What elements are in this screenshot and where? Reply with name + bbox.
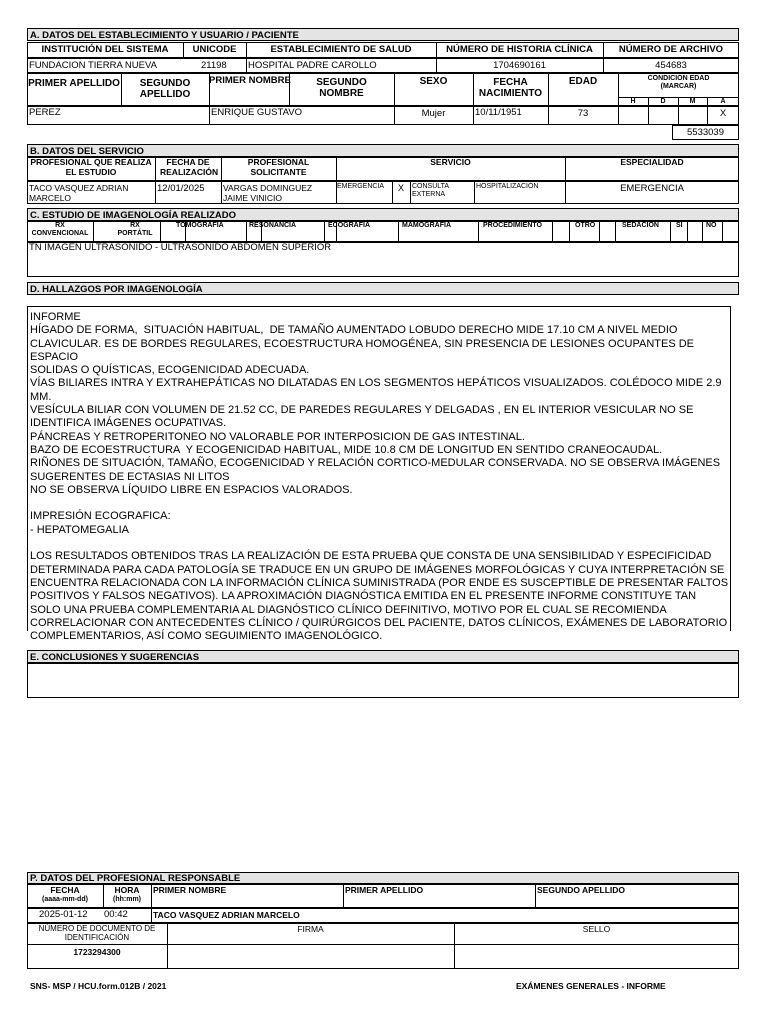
servicio-emergencia-label: EMERGENCIA — [337, 183, 385, 190]
historia-value: 1704690161 — [493, 60, 546, 71]
section-p-title: P. DATOS DEL PROFESIONAL RESPONSABLE — [27, 872, 739, 884]
condicion-mark: X — [719, 108, 727, 119]
patient-value-row — [27, 106, 739, 125]
segundo-apellido-header: SEGUNDO APELLIDO — [139, 78, 191, 100]
hora-format: (hh:mm) — [113, 896, 141, 903]
sedacion-header: SEDACIÓN — [622, 222, 659, 229]
sedacion-no-header: NO — [706, 222, 717, 229]
p-fecha-value: 2025-01-12 — [39, 909, 88, 920]
condicion-h: H — [630, 98, 636, 105]
servicio-emergencia-mark: X — [397, 183, 404, 193]
fecha-realizacion-value: 12/01/2025 — [157, 183, 205, 194]
section-e-title: E. CONCLUSIONES Y SUGERENCIAS — [27, 650, 739, 663]
sexo-header: SEXO — [419, 76, 448, 87]
servicio-header: SERVICIO — [430, 157, 471, 167]
servicio-hospitalizacion-label: HOSPITALIZACIÓN — [476, 183, 539, 190]
section-a-title: A. DATOS DEL ESTABLECIMIENTO Y USUARIO / PACIENTE — [27, 28, 739, 41]
estudio-value: TN IMAGEN ULTRASONIDO - ULTRASONIDO ABDOMEN SUPERIOR — [29, 242, 332, 253]
profesional-header: PROFESIONAL QUE REALIZA EL ESTUDIO — [30, 157, 152, 177]
unicode-header: UNICODE — [192, 44, 237, 55]
historia-header: NÚMERO DE HISTORIA CLÍNICA — [446, 44, 593, 55]
p-primer-apellido-header: PRIMER APELLIDO — [345, 885, 424, 895]
establecimiento-header: ESTABLECIMIENTO DE SALUD — [270, 44, 412, 55]
section-c-title: C. ESTUDIO DE IMAGENOLOGÍA REALIZADO — [27, 208, 739, 221]
extra-number: 5533039 — [687, 127, 724, 138]
p-primer-nombre-header: PRIMER NOMBRE — [153, 885, 227, 895]
condicion-edad-header: CONDICIÓN EDAD (MARCAR) — [647, 75, 710, 90]
servicio-consulta-label: CONSULTA EXTERNA — [412, 183, 449, 198]
condicion-d: D — [660, 98, 666, 105]
fecha-nacimiento-value: 10/11/1951 — [475, 107, 522, 118]
primer-apellido-value: PEREZ — [29, 107, 61, 118]
especialidad-header: ESPECIALIDAD — [620, 157, 684, 167]
institucion-value: FUNDACION TIERRA NUEVA — [29, 60, 157, 71]
p-hora-value: 00:42 — [104, 909, 128, 920]
profesional-value: TACO VASQUEZ ADRIAN MARCELO — [29, 183, 129, 203]
fecha-realizacion-header: FECHA DE REALIZACIÓN — [160, 157, 219, 177]
solicitante-header: PROFESIONAL SOLICITANTE — [247, 157, 310, 177]
ecografia-header: ECOGRAFÍA — [328, 222, 370, 229]
condicion-a: A — [720, 98, 726, 105]
unicode-value: 21198 — [201, 60, 227, 71]
sello-header: SELLO — [582, 924, 611, 934]
sedacion-si-header: SI — [676, 222, 683, 229]
fecha-format: (aaaa-mm-dd) — [42, 896, 88, 903]
documento-value: 1723294300 — [73, 947, 121, 957]
sexo-value: Mujer — [421, 108, 446, 119]
fecha-nacimiento-header: FECHA NACIMIENTO — [478, 77, 543, 99]
p-nombre-value: TACO VASQUEZ ADRIAN MARCELO — [153, 910, 300, 920]
hora-header: HORA — [114, 885, 140, 895]
edad-value: 73 — [577, 108, 589, 119]
firma-header: FIRMA — [297, 924, 324, 934]
primer-apellido-header: PRIMER APELLIDO — [28, 78, 120, 89]
procedimiento-header: PROCEDIMIENTO — [483, 222, 542, 229]
footer-form-code: SNS- MSP / HCU.form.012B / 2021 — [30, 981, 167, 991]
documento-header: NÚMERO DE DOCUMENTO DE IDENTIFICACIÓN — [38, 924, 156, 942]
mamografia-header: MAMOGRAFÍA — [402, 222, 451, 229]
condicion-m: M — [689, 98, 696, 105]
solicitante-value: VARGAS DOMINGUEZ JAIME VINICIO — [223, 183, 313, 203]
section-p-value-row — [27, 908, 739, 923]
archivo-header: NÚMERO DE ARCHIVO — [618, 44, 724, 55]
segundo-nombre-header: SEGUNDO NOMBRE — [316, 77, 367, 99]
rx-convencional-header: RX CONVENCIONAL — [31, 222, 89, 237]
archivo-value: 454683 — [655, 60, 687, 71]
conclusiones-box — [27, 663, 739, 698]
p-segundo-apellido-header: SEGUNDO APELLIDO — [537, 885, 625, 895]
nombres-value: ENRIQUE GUSTAVO — [211, 107, 302, 118]
footer-form-title: EXÁMENES GENERALES - INFORME — [516, 981, 666, 991]
establecimiento-value: HOSPITAL PADRE CAROLLO — [248, 60, 377, 71]
tomografia-header: TOMOGRAFÍA — [176, 222, 224, 229]
report-text: INFORME HÍGADO DE FORMA, SITUACIÓN HABITUAL, DE TAMAÑO AUMENTADO LOBUDO DERECHO MIDE 17.10 CM A NIVEL MEDIO CLAVICULAR. ES DE BORDES REGULARES, ECOESTRUCTURA HOMOGÉNEA, SIN PRESENCIA DE LESIONES OCUPANTES DE ESPACIO SOLIDAS O QUÍSTICAS, ECOGENICIDAD ADECUADA. VÍAS BILIARES INTRA Y EXTRAHEPÁTICAS NO DILATADAS EN LOS SEGMENTOS HEPÁTICOS VISUALIZADOS. COLÉDOCO MIDE 2.9 MM. VESÍCULA BILIAR CON VOLUMEN DE 21.52 CC, DE PAREDES REGULARES Y DELGADAS , EN EL INTERIOR VESICULAR NO SE IDENTIFICA IMÁGENES OCUPATIVAS. PÁNCREAS Y RETROPERITONEO NO VALORABLE POR INTERPOSICION DE GAS INTESTINAL. BAZO DE ECOESTRUCTURA Y ECOGENICIDAD HABITUAL, MIDE 10.8 CM DE LONGITUD EN SENTIDO CRANEOCAUDAL. RIÑONES DE SITUACIÓN, TAMAÑO, ECOGENICIDAD Y RELACIÓN CORTICO-MEDULAR CONSERVADA. NO SE OBSERVA IMÁGENES SUGERENTES DE ECTASIAS NI LITOS NO SE OBSERVA LÍQUIDO LIBRE EN ESPACIOS VALORADOS. IMPRESIÓN ECOGRAFICA: - HEPATOMEGALIA LOS RESULTADOS OBTENIDOS TRAS LA REALIZACIÓN DE ESTA PRUEBA QUE CONSTA DE UNA SENSIBILIDAD Y ESPECIFICIDAD DETERMINADA PARA CADA PATOLOGÍA SE TRADUCE EN UN GRUPO DE IMÁGENES MORFOLÓGICAS Y CUYA INTERPRETACIÓN SE ENCUENTRA RELACIONADA CON LA INFORMACIÓN CLÍNICA SUMINISTRADA (POR ENDE ES SUSCEPTIBLE DE PRESENTAR FALTOS POSITIVOS Y FALSOS NEGATIVOS). LA APROXIMACIÓN DIAGNÓSTICA EMITIDA EN EL PRESENTE INFORME CONSTITUYE TAN SOLO UNA PRUEBA COMPLEMENTARIA AL DIAGNÓSTICO CLÍNICO DEFINITIVO, MOTIVO POR EL CUAL SE RECOMIENDA CORRELACIONAR CON ANTECEDENTES CLÍNICO / QUIRÚRGICOS DEL PACIENTE, DATOS CLÍNICOS, EXÁMENES DE LABORATORIO COMPLEMENTARIOS, ASÍ COMO SEGUIMIENTO IMAGENOLÓGICO. — [30, 311, 729, 643]
institucion-header: INSTITUCIÓN DEL SISTEMA — [41, 44, 169, 55]
otro-header: OTRO — [575, 222, 596, 229]
fecha-header: FECHA — [50, 885, 80, 895]
section-d-title: D. HALLAZGOS POR IMAGENOLOGÍA — [27, 282, 739, 295]
rx-portatil-header: RX PORTÁTIL — [117, 222, 153, 237]
edad-header: EDAD — [568, 76, 598, 87]
especialidad-value: EMERGENCIA — [620, 183, 684, 194]
section-b-title: B. DATOS DEL SERVICIO — [27, 144, 739, 157]
resonancia-header: RESONANCIA — [249, 222, 297, 229]
primer-nombre-header: PRIMER NOMBRE — [209, 75, 291, 86]
